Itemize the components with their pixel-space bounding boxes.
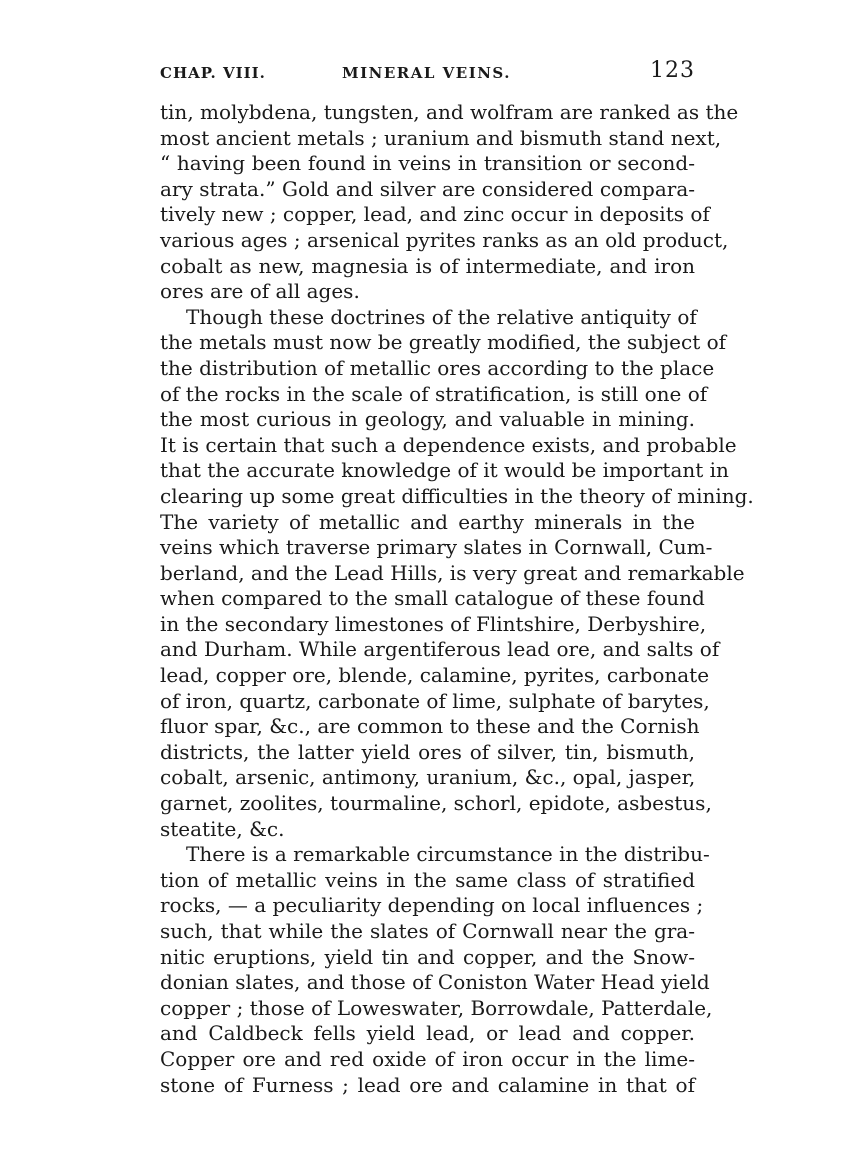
text-line: in the secondary limestones of Flintshire, Derbyshire, xyxy=(160,611,707,636)
text-line: It is certain that such a dependence exists, and probable xyxy=(160,432,737,457)
text-line: the distribution of metallic ores according to the place xyxy=(160,355,715,380)
text-line: stone of Furness ; lead ore and calamine in that of xyxy=(160,1072,695,1097)
text-line: cobalt as new, magnesia is of intermediate, and iron xyxy=(160,253,695,278)
page-number: 123 xyxy=(650,58,695,83)
text-line: and Caldbeck fells yield lead, or lead and copper. xyxy=(160,1021,695,1046)
body-text xyxy=(160,100,754,1098)
text-line: tion of metallic veins in the same class of stratified xyxy=(160,867,695,892)
text-line: fluor spar, &c., are common to these and the Cornish xyxy=(160,714,700,739)
text-line: lead, copper ore, blende, calamine, pyrites, carbonate xyxy=(160,663,710,688)
running-head xyxy=(160,58,695,92)
text-line: and Durham. While argentiferous lead ore, and salts of xyxy=(160,637,720,662)
text-line: ores are of all ages. xyxy=(160,279,360,304)
text-line: such, that while the slates of Cornwall near the gra- xyxy=(160,919,695,943)
text-line: ary strata.” Gold and silver are considered compara- xyxy=(160,176,695,201)
text-line: donian slates, and those of Coniston Water Head yield xyxy=(160,970,710,995)
text-line: The variety of metallic and earthy minerals in the xyxy=(160,509,695,534)
text-line: when compared to the small catalogue of these found xyxy=(160,586,705,611)
text-line: garnet, zoolites, tourmaline, schorl, epidote, asbestus, xyxy=(160,791,712,816)
text-line: berland, and the Lead Hills, is very great and remarkable xyxy=(160,560,745,585)
text-line: clearing up some great difficulties in the theory of mining. xyxy=(160,483,754,508)
paragraph-start-line: There is a remarkable circumstance in the distribu- xyxy=(186,842,710,867)
text-line: districts, the latter yield ores of silver, tin, bismuth, xyxy=(160,739,695,764)
text-line: copper ; those of Loweswater, Borrowdale, Patterdale, xyxy=(160,995,713,1020)
text-line: rocks, — a peculiarity depending on local influences ; xyxy=(160,893,704,918)
text-line: “ having been found in veins in transition or second- xyxy=(160,151,695,176)
text-line: of iron, quartz, carbonate of lime, sulphate of barytes, xyxy=(160,688,710,713)
text-line: that the accurate knowledge of it would be important in xyxy=(160,458,729,483)
text-line: most ancient metals ; uranium and bismuth stand next, xyxy=(160,125,722,150)
text-line: tively new ; copper, lead, and zinc occur in deposits of xyxy=(160,202,710,227)
chapter-label: CHAP. VIII. xyxy=(160,64,266,82)
text-line: veins which traverse primary slates in Cornwall, Cum- xyxy=(160,535,713,560)
text-line: of the rocks in the scale of stratification, is still one of xyxy=(160,381,708,406)
text-line: tin, molybdena, tungsten, and wolfram are ranked as the xyxy=(160,100,739,124)
text-line: nitic eruptions, yield tin and copper, and the Snow- xyxy=(160,944,695,969)
section-title: MINERAL VEINS. xyxy=(342,64,511,82)
text-line: the most curious in geology, and valuable in mining. xyxy=(160,407,695,432)
paragraph-start-line: Though these doctrines of the relative antiquity of xyxy=(186,304,697,329)
text-line: the metals must now be greatly modified, the subject of xyxy=(160,330,727,355)
text-line: Copper ore and red oxide of iron occur in the lime- xyxy=(160,1046,695,1071)
text-line: various ages ; arsenical pyrites ranks as an old product, xyxy=(160,227,729,252)
text-line: cobalt, arsenic, antimony, uranium, &c., opal, jasper, xyxy=(160,765,696,790)
text-line: steatite, &c. xyxy=(160,816,285,841)
